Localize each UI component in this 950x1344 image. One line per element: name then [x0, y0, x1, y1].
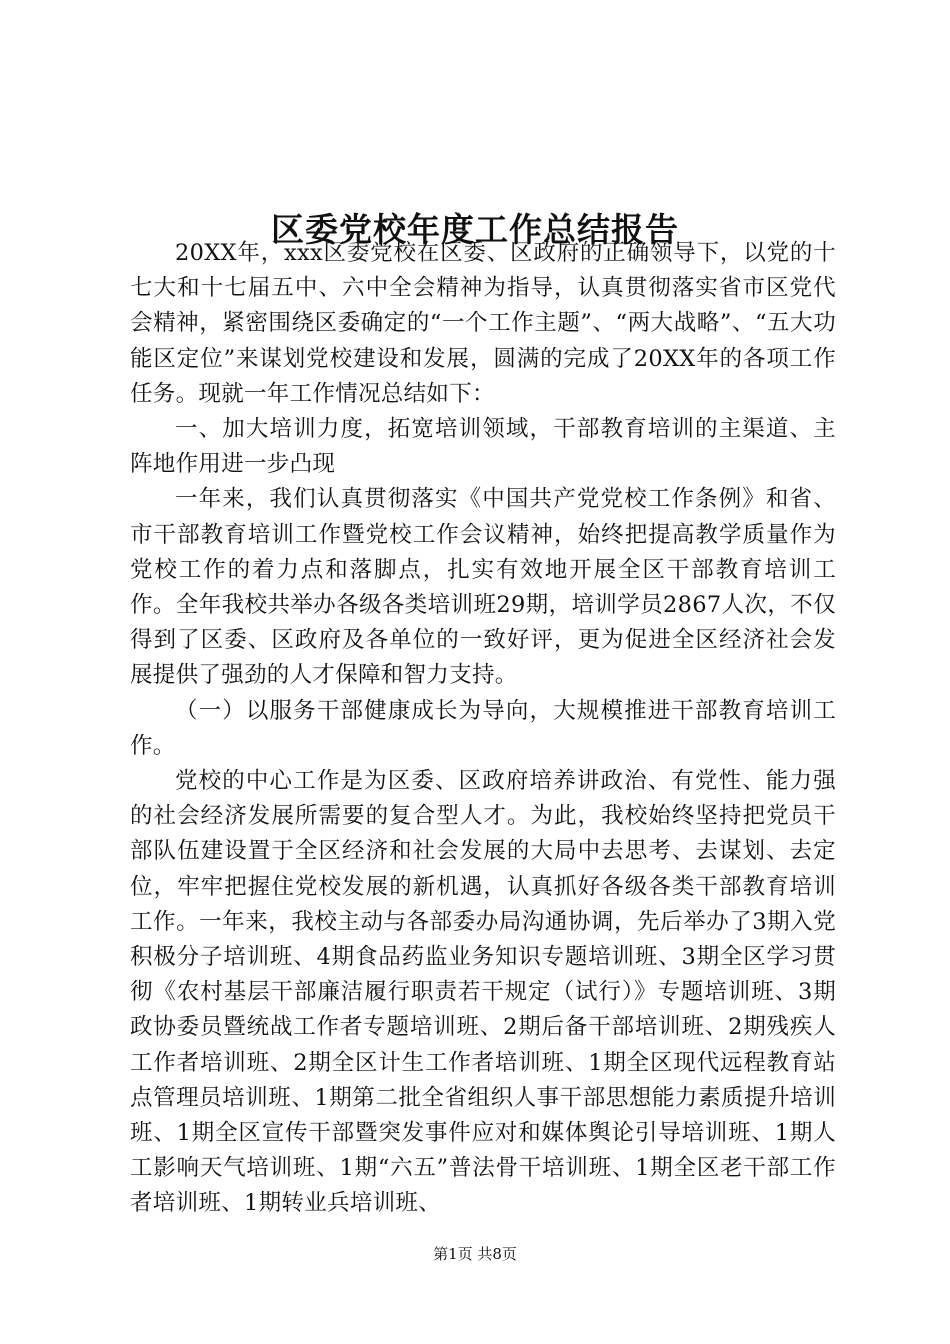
page-footer: 第1页 共8页 — [433, 1245, 517, 1263]
paragraph-section-heading-1: 一、加大培训力度，拓宽培训领域，干部教育培训的主渠道、主阵地作用进一步凸现 — [130, 416, 836, 478]
paragraph-intro: 20XX年，xxx区委党校在区委、区政府的正确领导下，以党的十七大和十七届五中、六中全会精神为指导，认真贯彻落实省市区党代会精神，紧密围绕区委确定的“一个工作主题”、“两大战略”、“五大功能区定位”来谋划党校建设和发展，圆满的完成了20XX年的各项工作任务。现就一年工作情况总结如下： — [130, 240, 836, 407]
paragraph-subheading-1: （一）以服务干部健康成长为导向，大规模推进干部教育培训工作。 — [130, 697, 836, 759]
document-title: 区委党校年度工作总结报告 — [271, 210, 679, 250]
paragraph-training-details: 党校的中心工作是为区委、区政府培养讲政治、有党性、能力强的社会经济发展所需要的复合型人才。为此，我校始终坚持把党员干部队伍建设置于全区经济和社会发展的大局中去思考、去谋划、去定位，牢牢把握住党校发展的新机遇，认真抓好各级各类干部教育培训工作。一年来，我校主动与各部委办局沟通协调，先后举办了3期入党积极分子培训班、4期食品药监业务知识专题培训班、3期全区学习贯彻《农村基层干部廉洁履行职责若干规定（试行）》专题培训班、3期政协委员暨统战工作者专题培训班、2期后备干部培训班、2期残疾人工作者培训班、2期全区计生工作者培训班、1期全区现代远程教育站点管理员培训班、1期第二批全省组织人事干部思想能力素质提升培训班、1期全区宣传干部暨突发事件应对和媒体舆论引导培训班、1期人工影响天气培训班、1期“六五”普法骨干培训班、1期全区老干部工作者培训班、1期转业兵培训班、 — [130, 768, 836, 1217]
paragraph-overview: 一年来，我们认真贯彻落实《中国共产党党校工作条例》和省、市干部教育培训工作暨党校工作会议精神，始终把提高教学质量作为党校工作的着力点和落脚点，扎实有效地开展全区干部教育培训工作。全年我校共举办各级各类培训班29期，培训学员2867人次，不仅得到了区委、区政府及各单位的一致好评，更为促进全区经济社会发展提供了强劲的人才保障和智力支持。 — [130, 486, 836, 689]
document-body — [130, 236, 836, 1222]
